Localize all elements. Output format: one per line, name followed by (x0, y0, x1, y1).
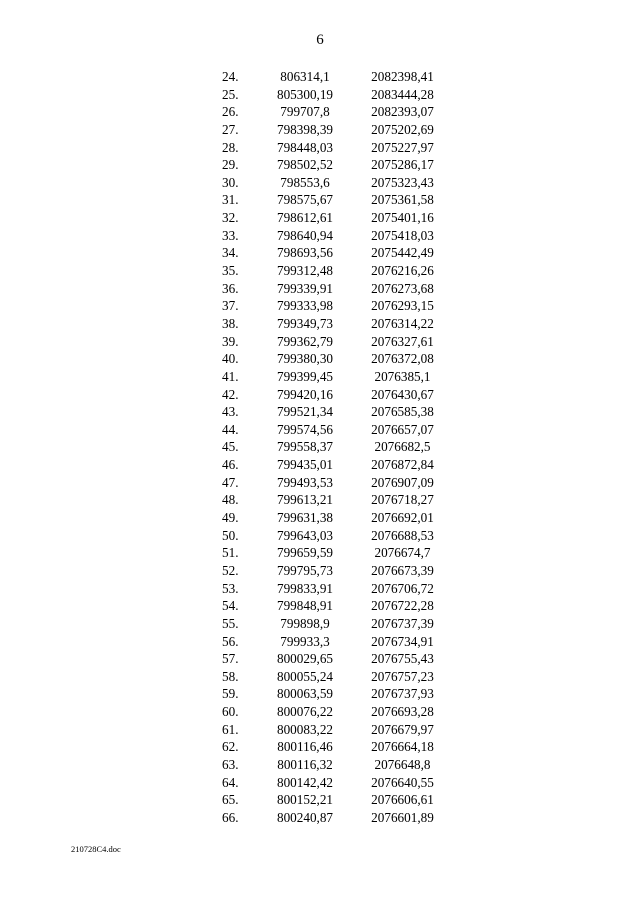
x-coordinate: 800083,22 (276, 721, 334, 737)
x-coordinate: 799574,56 (276, 421, 334, 437)
x-coordinate: 799643,03 (276, 527, 334, 543)
x-coordinate: 798398,39 (276, 121, 334, 137)
y-coordinate: 2076734,91 (371, 633, 434, 649)
x-coordinate: 799558,37 (276, 439, 334, 455)
point-number: 24. (222, 69, 239, 84)
table-row (0, 103, 640, 121)
y-coordinate: 2076706,72 (371, 580, 434, 596)
y-coordinate: 2076385,1 (374, 368, 431, 384)
y-coordinate: 2075202,69 (371, 121, 434, 137)
table-row (0, 809, 640, 827)
table-row (0, 368, 640, 386)
point-number: 63. (222, 756, 239, 772)
table-row (0, 156, 640, 174)
x-coordinate: 800240,87 (276, 809, 334, 825)
table-row (0, 386, 640, 404)
point-number: 27. (222, 121, 239, 137)
table-row (0, 774, 640, 792)
y-coordinate: 2076585,38 (371, 404, 434, 420)
point-number: 44. (222, 421, 239, 437)
point-number: 51. (222, 545, 239, 561)
point-number: 54. (222, 598, 239, 614)
point-number: 31. (222, 192, 239, 208)
point-number: 61. (222, 721, 239, 737)
table-row (0, 791, 640, 809)
y-coordinate: 2076722,28 (371, 598, 434, 614)
y-coordinate: 2075401,16 (371, 210, 434, 226)
x-coordinate: 799795,73 (276, 562, 334, 578)
y-coordinate: 2076430,67 (371, 386, 434, 402)
x-coordinate: 799435,01 (276, 457, 334, 473)
x-coordinate: 806314,1 (280, 69, 330, 84)
point-number: 55. (222, 615, 239, 631)
point-number: 42. (222, 386, 239, 402)
y-coordinate: 2076216,26 (371, 263, 434, 279)
y-coordinate: 2076682,5 (374, 439, 431, 455)
x-coordinate: 798575,67 (276, 192, 334, 208)
table-row (0, 333, 640, 351)
point-number: 64. (222, 774, 239, 790)
x-coordinate: 799493,53 (276, 474, 334, 490)
x-coordinate: 799833,91 (276, 580, 334, 596)
table-row (0, 650, 640, 668)
table-row (0, 121, 640, 139)
table-row (0, 615, 640, 633)
y-coordinate: 2076293,15 (371, 298, 434, 314)
point-number: 38. (222, 315, 239, 331)
point-number: 53. (222, 580, 239, 596)
y-coordinate: 2076314,22 (371, 315, 434, 331)
table-row (0, 227, 640, 245)
table-row (0, 403, 640, 421)
point-number: 48. (222, 492, 239, 508)
table-row (0, 297, 640, 315)
y-coordinate: 2076372,08 (371, 351, 434, 367)
y-coordinate: 2082398,41 (371, 69, 434, 84)
x-coordinate: 799848,91 (276, 598, 334, 614)
point-number: 29. (222, 157, 239, 173)
table-row (0, 685, 640, 703)
y-coordinate: 2076327,61 (371, 333, 434, 349)
x-coordinate: 798553,6 (280, 174, 330, 190)
table-row (0, 721, 640, 739)
table-row (0, 438, 640, 456)
x-coordinate: 799339,91 (276, 280, 334, 296)
table-row (0, 244, 640, 262)
y-coordinate: 2076688,53 (371, 527, 434, 543)
x-coordinate: 800063,59 (276, 686, 334, 702)
table-row (0, 491, 640, 509)
page-number: 6 (316, 32, 324, 48)
footer-filename: 210728C4.doc (71, 844, 121, 854)
x-coordinate: 800076,22 (276, 704, 334, 720)
y-coordinate: 2076601,89 (371, 809, 434, 825)
table-row (0, 174, 640, 192)
y-coordinate: 2076692,01 (371, 510, 434, 526)
y-coordinate: 2076679,97 (371, 721, 434, 737)
table-row (0, 703, 640, 721)
point-number: 58. (222, 668, 239, 684)
table-row (0, 509, 640, 527)
x-coordinate: 799707,8 (280, 104, 330, 120)
x-coordinate: 799898,9 (280, 615, 330, 631)
table-row (0, 580, 640, 598)
y-coordinate: 2075361,58 (371, 192, 434, 208)
y-coordinate: 2076640,55 (371, 774, 434, 790)
x-coordinate: 799399,45 (276, 368, 334, 384)
point-number: 37. (222, 298, 239, 314)
point-number: 32. (222, 210, 239, 226)
table-row (0, 315, 640, 333)
x-coordinate: 800152,21 (276, 792, 334, 808)
y-coordinate: 2076657,07 (371, 421, 434, 437)
y-coordinate: 2075286,17 (371, 157, 434, 173)
table-row (0, 562, 640, 580)
y-coordinate: 2075227,97 (371, 139, 434, 155)
x-coordinate: 799333,98 (276, 298, 334, 314)
x-coordinate: 799631,38 (276, 510, 334, 526)
x-coordinate: 799349,73 (276, 315, 334, 331)
table-row (0, 633, 640, 651)
point-number: 40. (222, 351, 239, 367)
y-coordinate: 2076755,43 (371, 651, 434, 667)
y-coordinate: 2076872,84 (371, 457, 434, 473)
table-row (0, 527, 640, 545)
y-coordinate: 2075323,43 (371, 174, 434, 190)
point-number: 35. (222, 263, 239, 279)
table-row (0, 421, 640, 439)
point-number: 60. (222, 704, 239, 720)
x-coordinate: 800029,65 (276, 651, 334, 667)
point-number: 57. (222, 651, 239, 667)
y-coordinate: 2076718,27 (371, 492, 434, 508)
point-number: 28. (222, 139, 239, 155)
coordinates-table (0, 68, 640, 827)
point-number: 43. (222, 404, 239, 420)
table-row (0, 597, 640, 615)
x-coordinate: 798612,61 (276, 210, 334, 226)
x-coordinate: 800142,42 (276, 774, 334, 790)
x-coordinate: 799312,48 (276, 263, 334, 279)
x-coordinate: 799613,21 (276, 492, 334, 508)
y-coordinate: 2076606,61 (371, 792, 434, 808)
x-coordinate: 799380,30 (276, 351, 334, 367)
point-number: 66. (222, 809, 239, 825)
point-number: 52. (222, 562, 239, 578)
table-row (0, 474, 640, 492)
x-coordinate: 799362,79 (276, 333, 334, 349)
y-coordinate: 2075418,03 (371, 227, 434, 243)
table-row (0, 209, 640, 227)
table-row (0, 544, 640, 562)
x-coordinate: 798448,03 (276, 139, 334, 155)
point-number: 36. (222, 280, 239, 296)
y-coordinate: 2076737,39 (371, 615, 434, 631)
table-row (0, 350, 640, 368)
table-row (0, 68, 640, 86)
point-number: 33. (222, 227, 239, 243)
x-coordinate: 805300,19 (276, 86, 334, 102)
y-coordinate: 2076674,7 (374, 545, 431, 561)
y-coordinate: 2076273,68 (371, 280, 434, 296)
y-coordinate: 2076907,09 (371, 474, 434, 490)
table-row (0, 191, 640, 209)
y-coordinate: 2076757,23 (371, 668, 434, 684)
x-coordinate: 800055,24 (276, 668, 334, 684)
x-coordinate: 800116,32 (277, 756, 333, 772)
point-number: 50. (222, 527, 239, 543)
point-number: 45. (222, 439, 239, 455)
x-coordinate: 799933,3 (280, 633, 330, 649)
table-row (0, 280, 640, 298)
point-number: 65. (222, 792, 239, 808)
table-row (0, 86, 640, 104)
y-coordinate: 2076673,39 (371, 562, 434, 578)
table-row (0, 738, 640, 756)
point-number: 30. (222, 174, 239, 190)
x-coordinate: 800116,46 (277, 739, 333, 755)
x-coordinate: 799420,16 (276, 386, 334, 402)
y-coordinate: 2076693,28 (371, 704, 434, 720)
point-number: 39. (222, 333, 239, 349)
point-number: 62. (222, 739, 239, 755)
x-coordinate: 799659,59 (276, 545, 334, 561)
y-coordinate: 2076737,93 (371, 686, 434, 702)
point-number: 34. (222, 245, 239, 261)
y-coordinate: 2076648,8 (374, 756, 431, 772)
point-number: 26. (222, 104, 239, 120)
point-number: 56. (222, 633, 239, 649)
x-coordinate: 798693,56 (276, 245, 334, 261)
point-number: 59. (222, 686, 239, 702)
table-row (0, 756, 640, 774)
y-coordinate: 2075442,49 (371, 245, 434, 261)
table-row (0, 139, 640, 157)
y-coordinate: 2076664,18 (371, 739, 434, 755)
y-coordinate: 2083444,28 (371, 86, 434, 102)
table-row (0, 262, 640, 280)
point-number: 49. (222, 510, 239, 526)
point-number: 46. (222, 457, 239, 473)
y-coordinate: 2082393,07 (371, 104, 434, 120)
x-coordinate: 798502,52 (276, 157, 334, 173)
point-number: 47. (222, 474, 239, 490)
table-row (0, 668, 640, 686)
point-number: 25. (222, 86, 239, 102)
x-coordinate: 799521,34 (276, 404, 334, 420)
table-row (0, 456, 640, 474)
point-number: 41. (222, 368, 239, 384)
x-coordinate: 798640,94 (276, 227, 334, 243)
